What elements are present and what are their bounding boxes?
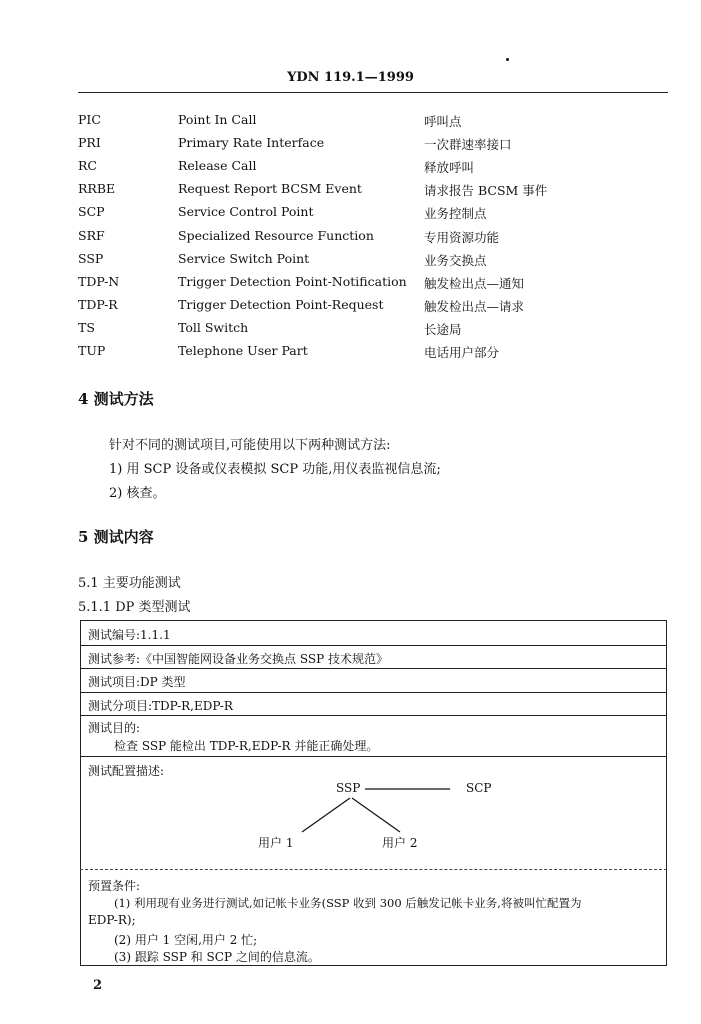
paragraph-line: 针对不同的测试项目,可能使用以下两种测试方法: [109, 438, 391, 453]
abbreviation-english: Toll Switch [178, 319, 249, 335]
precondition-line: (1) 利用现有业务进行测试,如记帐卡业务(SSP 收到 300 后触发记帐卡业务,将被叫忙配置为 [114, 896, 582, 910]
table-rule [80, 668, 667, 669]
abbreviation-row [0, 112, 701, 132]
abbreviation-chinese: 专用资源功能 [424, 229, 500, 245]
abbreviation-english: Trigger Detection Point-Notification [178, 273, 407, 289]
table-rule [80, 645, 667, 646]
precondition-line: (2) 用户 1 空闲,用户 2 忙; [114, 933, 258, 947]
abbreviation-term: RRBE [78, 181, 116, 197]
precondition-line: (3) 跟踪 SSP 和 SCP 之间的信息流。 [114, 950, 320, 964]
abbreviation-chinese: 触发检出点—通知 [424, 275, 525, 291]
speck-mark [506, 58, 509, 61]
abbreviation-english: Telephone User Part [178, 343, 308, 358]
test-purpose-label: 测试目的: [88, 721, 141, 735]
section-4-heading: 4 测试方法 [78, 390, 154, 408]
abbreviation-chinese: 长途局 [424, 321, 462, 337]
abbreviation-term: SRF [78, 227, 105, 243]
page-number: 2 [93, 978, 103, 993]
table-rule [80, 692, 667, 693]
test-reference: 测试参考:《中国智能网设备业务交换点 SSP 技术规范》 [88, 652, 388, 666]
abbreviation-row [0, 320, 701, 340]
abbreviation-row [0, 274, 701, 294]
abbreviation-row [0, 228, 701, 248]
precondition-line: EDP-R); [88, 913, 136, 927]
subsection-heading: 5.1 主要功能测试 [78, 576, 181, 591]
abbreviation-row [0, 135, 701, 155]
header-rule [78, 92, 668, 93]
abbreviation-row [0, 343, 701, 363]
abbreviation-english: Specialized Resource Function [178, 227, 374, 243]
abbreviation-chinese: 电话用户部分 [424, 345, 500, 360]
abbreviation-row [0, 158, 701, 178]
abbreviation-row [0, 181, 701, 201]
node-user-1: 用户 1 [258, 836, 294, 850]
abbreviation-english: Release Call [178, 158, 257, 174]
test-subitem: 测试分项目:TDP-R,EDP-R [88, 699, 233, 713]
abbreviation-chinese: 释放呼叫 [424, 160, 475, 176]
abbreviation-term: PRI [78, 135, 101, 151]
table-rule [80, 756, 667, 757]
abbreviation-row [0, 251, 701, 271]
abbreviation-chinese: 一次群速率接口 [424, 137, 512, 153]
abbreviation-chinese: 触发检出点—请求 [424, 298, 525, 314]
abbreviation-chinese: 业务交换点 [424, 252, 487, 268]
abbreviation-term: SSP [78, 250, 104, 266]
abbreviation-english: Primary Rate Interface [178, 135, 325, 151]
test-number: 测试编号:1.1.1 [88, 628, 171, 642]
test-config-label: 测试配置描述: [88, 764, 165, 778]
test-purpose-text: 检查 SSP 能检出 TDP-R,EDP-R 并能正确处理。 [114, 739, 379, 753]
abbreviation-term: TDP-N [78, 273, 120, 289]
running-header: YDN 119.1—1999 [287, 70, 414, 85]
abbreviation-english: Trigger Detection Point-Request [178, 296, 384, 312]
abbreviation-english: Service Switch Point [178, 250, 310, 266]
node-ssp: SSP [336, 781, 361, 795]
paragraph-line: 2) 核查。 [109, 486, 166, 501]
test-item: 测试项目:DP 类型 [88, 675, 186, 689]
paragraph-line: 1) 用 SCP 设备或仪表模拟 SCP 功能,用仪表监视信息流; [109, 462, 441, 477]
section-5-heading: 5 测试内容 [78, 528, 154, 546]
abbreviation-term: TDP-R [78, 296, 118, 312]
node-user-2: 用户 2 [382, 836, 418, 850]
abbreviation-term: RC [78, 158, 97, 174]
abbreviation-english: Point In Call [178, 112, 257, 127]
abbreviation-term: PIC [78, 112, 101, 127]
subsection-heading: 5.1.1 DP 类型测试 [78, 600, 191, 615]
abbreviation-term: TS [78, 319, 95, 335]
abbreviation-row [0, 297, 701, 317]
table-rule [80, 869, 667, 870]
abbreviation-english: Request Report BCSM Event [178, 181, 362, 197]
abbreviation-chinese: 请求报告 BCSM 事件 [424, 183, 548, 199]
abbreviation-row [0, 204, 701, 224]
abbreviation-term: SCP [78, 204, 105, 220]
table-rule [80, 715, 667, 716]
node-scp: SCP [466, 781, 492, 795]
precondition-label: 预置条件: [88, 879, 141, 893]
abbreviation-term: TUP [78, 343, 106, 358]
abbreviation-english: Service Control Point [178, 204, 314, 220]
abbreviation-chinese: 呼叫点 [424, 114, 462, 129]
abbreviation-chinese: 业务控制点 [424, 206, 487, 222]
